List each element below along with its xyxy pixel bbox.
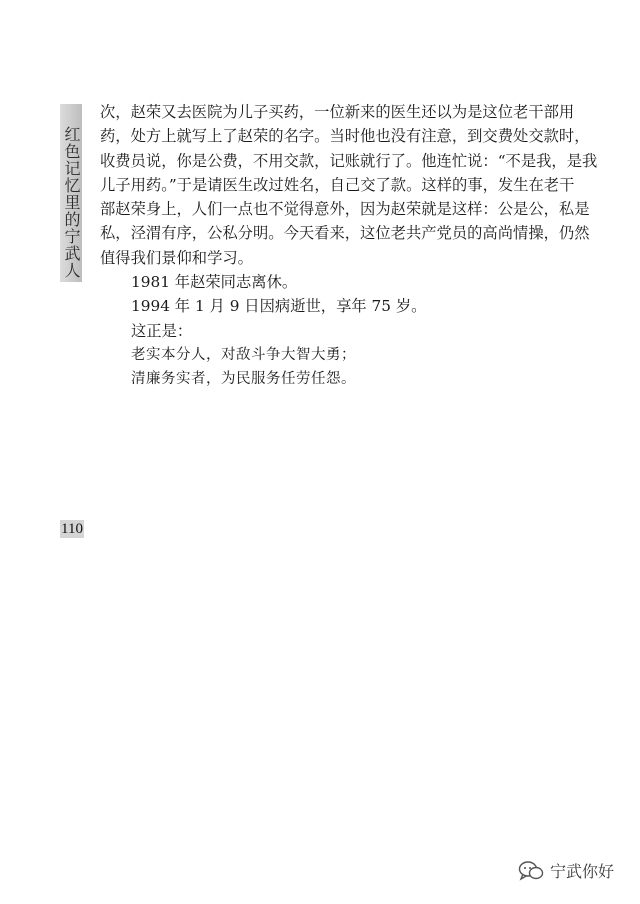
page-number: 110 <box>61 521 83 537</box>
body-line: 值得我们景仰和学习。 <box>100 248 253 267</box>
chapter-side-tab <box>60 104 82 282</box>
body-line: 药，处方上就写上了赵荣的名字。当时他也没有注意，到交费处交款时， <box>100 127 590 146</box>
chapter-title: 红色记忆里的宁武人 <box>62 126 81 279</box>
body-line: 私，泾渭有序，公私分明。今天看来，这位老共产党员的高尚情操，仍然 <box>100 224 590 243</box>
body-line: 儿子用药。”于是请医生改过姓名，自己交了款。这样的事，发生在老干 <box>100 175 575 194</box>
body-line: 收费员说，你是公费，不用交款，记账就行了。他连忙说：“不是我，是我 <box>100 151 598 170</box>
page-body <box>100 100 598 392</box>
verse-line-1: 老实本分人，对敌斗争大智大勇； <box>131 346 356 363</box>
death-line: 1994 年 1 月 9 日因病逝世，享年 75 岁。 <box>131 297 427 316</box>
body-line: 部赵荣身上，人们一点也不觉得意外，因为赵荣就是这样：公是公，私是 <box>100 200 590 219</box>
retirement-line: 1981 年赵荣同志离休。 <box>131 273 298 292</box>
chat-bubble-icon <box>518 860 544 882</box>
body-line: 次，赵荣又去医院为儿子买药，一位新来的医生还以为是这位老干部用 <box>100 103 575 121</box>
watermark <box>518 859 614 882</box>
verse-intro: 这正是： <box>131 321 193 340</box>
verse-line-2: 清廉务实者，为民服务任劳任怨。 <box>131 371 356 388</box>
watermark-label: 宁武你好 <box>549 862 614 881</box>
